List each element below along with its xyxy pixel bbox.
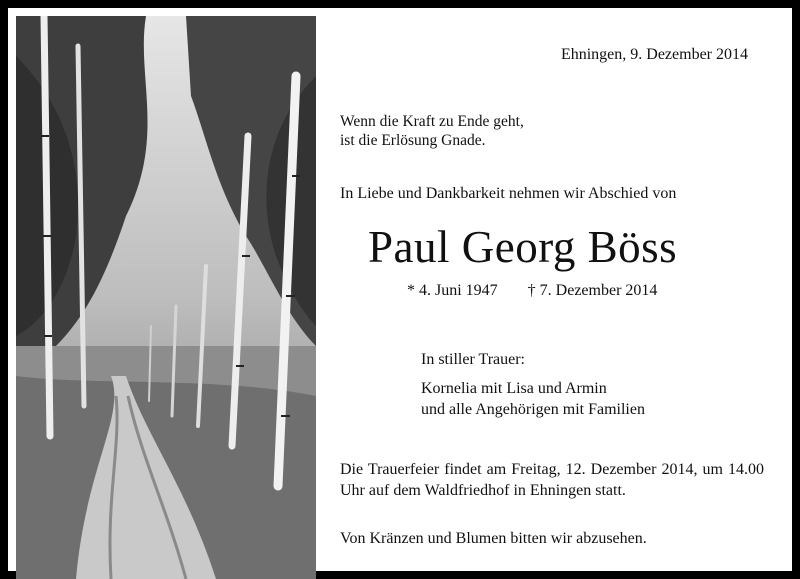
- place-date: Ehningen, 9. Dezember 2014: [560, 46, 748, 63]
- poem-line: ist die Erlösung Gnade.: [340, 132, 486, 149]
- mourners-line: und alle Angehörigen mit Familien: [421, 401, 645, 418]
- ceremony-info: Die Trauerfeier findet am Freitag, 12. Dezember 2014, um 14.00 Uhr auf dem Waldfriedhof in Ehningen statt.: [340, 461, 764, 499]
- poem-line: Wenn die Kraft zu Ende geht,: [340, 113, 524, 130]
- life-dates: [407, 282, 657, 300]
- flowers-note: Von Kränzen und Blumen bitten wir abzusehen.: [340, 530, 647, 547]
- mourners-block: [421, 349, 645, 420]
- mourners-heading: In stiller Trauer:: [421, 351, 525, 368]
- farewell-intro: In Liebe und Dankbarkeit nehmen wir Abschied von: [340, 185, 677, 202]
- birth-date: * 4. Juni 1947: [407, 282, 498, 299]
- mourners-line: Kornelia mit Lisa und Armin: [421, 380, 607, 397]
- birch-path-illustration: [16, 16, 316, 579]
- death-date: † 7. Dezember 2014: [527, 282, 658, 299]
- poem: [340, 112, 524, 150]
- deceased-name: Paul Georg Böss: [368, 222, 678, 272]
